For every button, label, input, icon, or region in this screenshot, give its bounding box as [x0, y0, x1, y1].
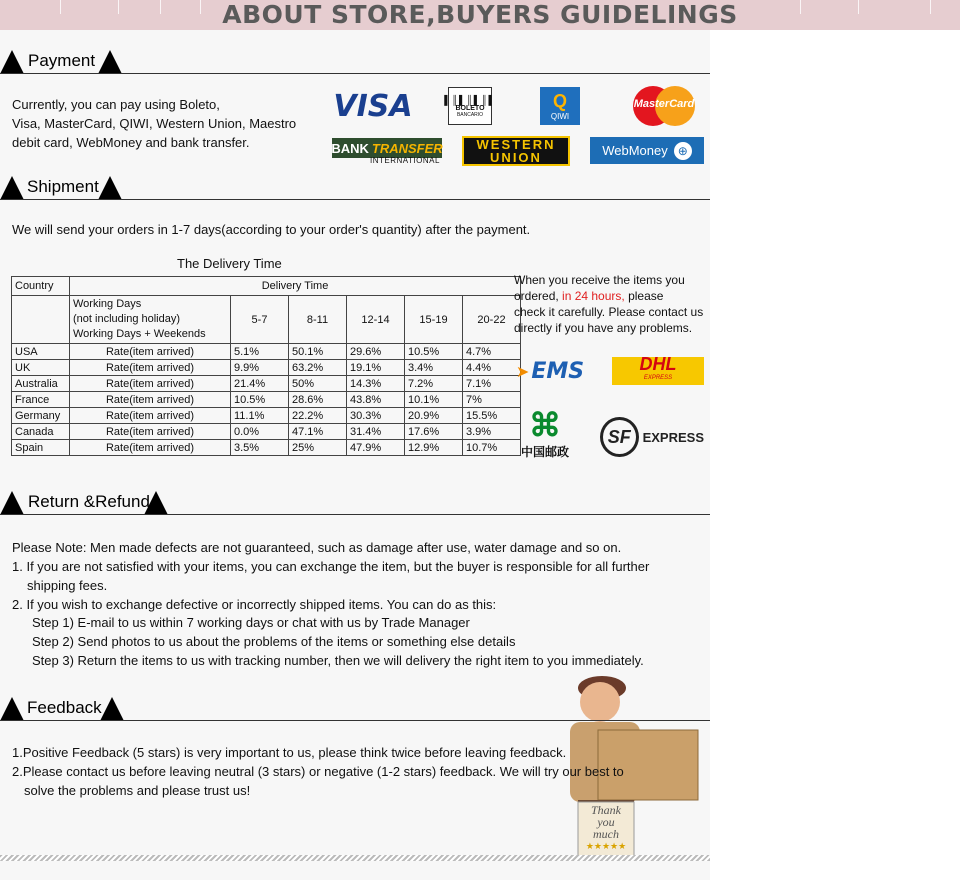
- table-row: [12, 376, 521, 392]
- bank-transfer-sub: INTERNATIONAL: [370, 156, 440, 165]
- divider: [0, 720, 710, 721]
- value-cell: 30.3%: [347, 408, 405, 424]
- transfer-label: TRANSFER: [371, 140, 443, 156]
- value-cell: 0.0%: [231, 424, 289, 440]
- feedback-heading: Feedback: [27, 698, 102, 717]
- country-header: Country: [12, 277, 70, 296]
- value-cell: 15.5%: [463, 408, 521, 424]
- country-cell: Germany: [12, 408, 70, 424]
- dhl-logo: [612, 354, 704, 385]
- value-cell: 17.6%: [405, 424, 463, 440]
- value-cell: 10.5%: [231, 392, 289, 408]
- payment-heading: Payment: [28, 51, 96, 70]
- table-row: [12, 424, 521, 440]
- notice-line: directly if you have any problems.: [514, 321, 693, 335]
- dhl-sub: EXPRESS: [643, 375, 673, 381]
- qiwi-logo: [540, 87, 580, 125]
- dhl-label: DHL: [639, 354, 677, 374]
- payment-line: Visa, MasterCard, QIWI, Western Union, Maestro: [12, 116, 297, 131]
- delivery-time-header: Delivery Time: [70, 277, 521, 296]
- rate-label-cell: Rate(item arrived): [70, 392, 231, 408]
- table-subheader-row: [12, 296, 521, 344]
- value-cell: 10.1%: [405, 392, 463, 408]
- notice-part: please: [624, 289, 664, 303]
- value-cell: 22.2%: [289, 408, 347, 424]
- triangle-icon: [0, 491, 24, 515]
- china-post-label: 中国邮政: [520, 444, 569, 459]
- refund-step-1: Step 1) E-mail to us within 7 working days or chat with us by Trade Manager: [32, 615, 470, 630]
- working-days-line: Working Days + Weekends: [73, 328, 206, 340]
- payment-line: Currently, you can pay using Boleto,: [12, 97, 220, 112]
- divider: [0, 73, 710, 74]
- rate-label-cell: Rate(item arrived): [70, 360, 231, 376]
- value-cell: 19.1%: [347, 360, 405, 376]
- feedback-line-1: 1.Positive Feedback (5 stars) is very important to us, please think twice before leaving feedback.: [12, 745, 567, 760]
- range-header: 5-7: [231, 296, 289, 344]
- payment-text: [12, 95, 296, 152]
- table-row: [12, 440, 521, 456]
- value-cell: 28.6%: [289, 392, 347, 408]
- triangle-icon: [144, 491, 168, 515]
- value-cell: 4.7%: [463, 344, 521, 360]
- boleto-sub: BANCARIO: [456, 111, 484, 118]
- triangle-icon: [100, 697, 124, 721]
- sf-express-label: EXPRESS: [642, 429, 704, 445]
- value-cell: 50.1%: [289, 344, 347, 360]
- country-cell: France: [12, 392, 70, 408]
- triangle-icon: [0, 176, 24, 200]
- table-row: [12, 408, 521, 424]
- qiwi-icon: Q: [552, 91, 567, 111]
- mastercard-label: MasterCard: [633, 98, 695, 110]
- table-row: [12, 360, 521, 376]
- value-cell: 4.4%: [463, 360, 521, 376]
- union-label: UNION: [490, 150, 542, 165]
- thanks-card-text: [578, 804, 634, 852]
- working-days-line: (not including holiday): [73, 313, 181, 325]
- shipment-section-header: [0, 170, 710, 200]
- country-cell: Spain: [12, 440, 70, 456]
- value-cell: 25%: [289, 440, 347, 456]
- qiwi-label: QIWI: [550, 112, 570, 121]
- refund-section-header: [0, 485, 710, 515]
- sf-express-logo: [600, 416, 704, 458]
- shipment-intro: We will send your orders in 1-7 days(according to your order's quantity) after the payment.: [12, 222, 531, 237]
- ems-label: EMS: [531, 358, 585, 384]
- rate-label-cell: Rate(item arrived): [70, 440, 231, 456]
- triangle-icon: [98, 50, 122, 74]
- refund-note: Please Note: Men made defects are not guaranteed, such as damage after use, water damage and so on.: [12, 540, 622, 555]
- feedback-line-3: solve the problems and please trust us!: [24, 783, 251, 798]
- receive-notice: [514, 272, 710, 336]
- country-cell: UK: [12, 360, 70, 376]
- working-days-line: Working Days: [73, 298, 142, 310]
- value-cell: 43.8%: [347, 392, 405, 408]
- range-header: 8-11: [289, 296, 347, 344]
- divider: [0, 514, 710, 515]
- payment-section-header: [0, 44, 710, 74]
- notice-part: ordered,: [514, 289, 563, 303]
- mastercard-circles-icon: [633, 86, 695, 126]
- globe-icon: ⊕: [674, 142, 692, 160]
- thanks-line: you: [597, 815, 615, 829]
- rate-label-cell: Rate(item arrived): [70, 424, 231, 440]
- value-cell: 31.4%: [347, 424, 405, 440]
- country-cell: Australia: [12, 376, 70, 392]
- value-cell: 10.5%: [405, 344, 463, 360]
- ems-logo: [513, 356, 587, 386]
- value-cell: 3.9%: [463, 424, 521, 440]
- range-header: 15-19: [405, 296, 463, 344]
- value-cell: 9.9%: [231, 360, 289, 376]
- triangle-icon: [0, 50, 24, 74]
- triangle-icon: [98, 176, 122, 200]
- sf-label: SF: [607, 426, 631, 447]
- refund-step-3: Step 3) Return the items to us with tracking number, then we will delivery the right item to you immediately.: [32, 653, 644, 668]
- refund-item-2: 2. If you wish to exchange defective or incorrectly shipped items. You can do as this:: [12, 597, 497, 612]
- divider: [0, 199, 710, 200]
- china-post-logo: [512, 402, 578, 464]
- thanks-line: much: [593, 827, 619, 841]
- value-cell: 10.7%: [463, 440, 521, 456]
- western-label: WESTERN: [476, 137, 556, 152]
- country-cell: Canada: [12, 424, 70, 440]
- value-cell: 11.1%: [231, 408, 289, 424]
- table-title: The Delivery Time: [177, 256, 282, 271]
- value-cell: 12.9%: [405, 440, 463, 456]
- value-cell: 14.3%: [347, 376, 405, 392]
- value-cell: 50%: [289, 376, 347, 392]
- value-cell: 21.4%: [231, 376, 289, 392]
- webmoney-logo: [590, 137, 704, 164]
- thanks-line: Thank: [591, 803, 621, 817]
- western-union-logo: [462, 136, 570, 166]
- notice-line: check it carefully. Please contact us: [514, 305, 704, 319]
- country-cell: USA: [12, 344, 70, 360]
- notice-highlight: in 24 hours,: [562, 289, 625, 303]
- value-cell: 5.1%: [231, 344, 289, 360]
- sf-icon: [600, 417, 639, 457]
- refund-item-1: 1. If you are not satisfied with your items, you can exchange the item, but the buyer is responsible for all further: [12, 559, 650, 574]
- bottom-stripe: [0, 855, 710, 861]
- value-cell: 20.9%: [405, 408, 463, 424]
- value-cell: 3.4%: [405, 360, 463, 376]
- page-title: ABOUT STORE,BUYERS GUIDELINGS: [222, 0, 738, 29]
- webmoney-label: WebMoney: [602, 143, 668, 158]
- china-post-icon: ⌘: [529, 406, 561, 443]
- value-cell: 3.5%: [231, 440, 289, 456]
- rate-label-cell: Rate(item arrived): [70, 344, 231, 360]
- barcode-icon: ▌║▌║▌║▌: [444, 94, 496, 105]
- payment-line: debit card, WebMoney and bank transfer.: [12, 135, 250, 150]
- value-cell: 7.2%: [405, 376, 463, 392]
- feedback-line-2: 2.Please contact us before leaving neutral (3 stars) or negative (1-2 stars) feedback. We will try our best to: [12, 764, 624, 779]
- rate-label-cell: Rate(item arrived): [70, 376, 231, 392]
- bank-transfer-logo: [332, 138, 442, 158]
- mastercard-logo: [632, 86, 696, 126]
- delivery-table: [11, 276, 521, 456]
- value-cell: 7%: [463, 392, 521, 408]
- rate-label-cell: Rate(item arrived): [70, 408, 231, 424]
- value-cell: 63.2%: [289, 360, 347, 376]
- range-header: 20-22: [463, 296, 521, 344]
- table-row: [12, 344, 521, 360]
- range-header: 12-14: [347, 296, 405, 344]
- value-cell: 47.9%: [347, 440, 405, 456]
- boleto-label: BOLETO: [455, 104, 485, 112]
- refund-step-2: Step 2) Send photos to us about the problems of the items or something else details: [32, 634, 516, 649]
- value-cell: 29.6%: [347, 344, 405, 360]
- refund-heading: Return &Refund: [28, 492, 150, 511]
- table-header-row: [12, 277, 521, 296]
- value-cell: 47.1%: [289, 424, 347, 440]
- empty-cell: [12, 296, 70, 344]
- table-row: [12, 392, 521, 408]
- value-cell: 7.1%: [463, 376, 521, 392]
- notice-line: [514, 288, 710, 304]
- feedback-section-header: [0, 691, 710, 721]
- ems-arrow-icon: ➤: [515, 361, 530, 381]
- stars-icon: ★★★★★: [585, 841, 627, 851]
- working-days-header: [70, 296, 231, 344]
- bank-label: BANK: [331, 140, 369, 156]
- refund-item-1-cont: shipping fees.: [27, 578, 108, 593]
- notice-line: When you receive the items you: [514, 273, 685, 287]
- triangle-icon: [0, 697, 24, 721]
- shipment-heading: Shipment: [27, 177, 99, 196]
- visa-logo: VISA: [333, 88, 413, 124]
- boleto-logo: [444, 87, 496, 125]
